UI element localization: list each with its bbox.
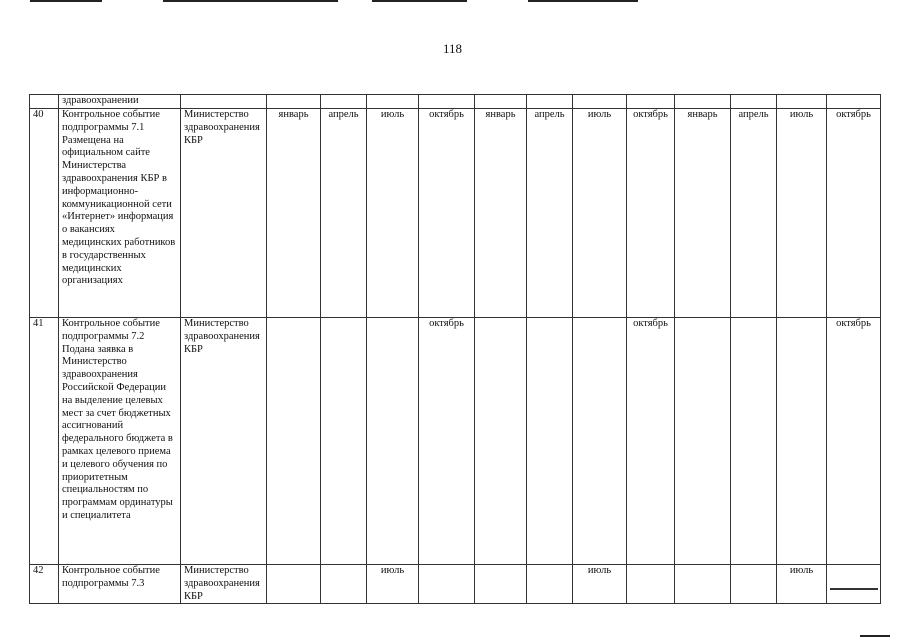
bottom-rule bbox=[860, 635, 890, 637]
month-cell bbox=[475, 318, 527, 565]
month-cell bbox=[527, 565, 573, 604]
executor-cell bbox=[181, 95, 267, 109]
month-cell: июль bbox=[777, 109, 827, 318]
table-row bbox=[30, 109, 881, 318]
month-cell bbox=[367, 95, 419, 109]
month-cell bbox=[267, 95, 321, 109]
executor-cell: Министерство здравоохранения КБР bbox=[181, 318, 267, 565]
executor-cell: Министерство здравоохранения КБР bbox=[181, 109, 267, 318]
month-cell bbox=[367, 318, 419, 565]
month-cell bbox=[675, 565, 731, 604]
event-cell: Контрольное событие подпрограммы 7.2 Подана заявка в Министерство здравоохранения Российской Федерации на выделение целевых мест за счет бюджетных ассигнований федерального бюджета в рамках целевого приема и целевого обучения по приоритетным специальностям по программам ординатуры и специалитета bbox=[59, 318, 181, 565]
schedule-table bbox=[29, 94, 881, 604]
month-cell: январь bbox=[267, 109, 321, 318]
month-cell bbox=[419, 95, 475, 109]
month-cell bbox=[475, 95, 527, 109]
month-cell bbox=[419, 565, 475, 604]
month-cell: апрель bbox=[731, 109, 777, 318]
month-cell bbox=[675, 95, 731, 109]
month-cell bbox=[321, 95, 367, 109]
event-cell: Контрольное событие подпрограммы 7.3 bbox=[59, 565, 181, 604]
row-number: 41 bbox=[30, 318, 59, 565]
month-cell: апрель bbox=[527, 109, 573, 318]
month-cell bbox=[827, 565, 881, 604]
executor-cell: Министерство здравоохранения КБР bbox=[181, 565, 267, 604]
table-row bbox=[30, 95, 881, 109]
month-cell bbox=[475, 565, 527, 604]
month-cell: октябрь bbox=[827, 318, 881, 565]
month-cell bbox=[573, 95, 627, 109]
month-cell: октябрь bbox=[419, 318, 475, 565]
month-cell: июль bbox=[367, 565, 419, 604]
top-rule-2 bbox=[163, 0, 338, 2]
month-cell bbox=[627, 565, 675, 604]
month-cell: октябрь bbox=[627, 318, 675, 565]
month-cell bbox=[321, 318, 367, 565]
corner-mark bbox=[830, 588, 878, 590]
top-rule-3 bbox=[372, 0, 467, 2]
month-cell: июль bbox=[367, 109, 419, 318]
month-cell: июль bbox=[573, 109, 627, 318]
row-number: 40 bbox=[30, 109, 59, 318]
month-cell bbox=[731, 95, 777, 109]
month-cell bbox=[777, 95, 827, 109]
month-cell bbox=[267, 565, 321, 604]
month-cell bbox=[527, 95, 573, 109]
event-cell: Контрольное событие подпрограммы 7.1 Размещена на официальном сайте Министерства здравоохранения КБР в информационно-коммуникационной сети «Интернет» информация о вакансиях медицинских работников в государственных медицинских организациях bbox=[59, 109, 181, 318]
month-cell: октябрь bbox=[827, 109, 881, 318]
month-cell bbox=[731, 318, 777, 565]
page-number: 118 bbox=[442, 41, 463, 56]
month-cell bbox=[527, 318, 573, 565]
event-cell: здравоохранении bbox=[59, 95, 181, 109]
row-number: 42 bbox=[30, 565, 59, 604]
table-row bbox=[30, 318, 881, 565]
row-number bbox=[30, 95, 59, 109]
month-cell: апрель bbox=[321, 109, 367, 318]
month-cell: октябрь bbox=[627, 109, 675, 318]
month-cell: июль bbox=[573, 565, 627, 604]
table-row bbox=[30, 565, 881, 604]
month-cell: октябрь bbox=[419, 109, 475, 318]
month-cell bbox=[827, 95, 881, 109]
month-cell bbox=[573, 318, 627, 565]
top-rule-4 bbox=[528, 0, 638, 2]
month-cell bbox=[675, 318, 731, 565]
top-rule-1 bbox=[30, 0, 102, 2]
month-cell bbox=[627, 95, 675, 109]
month-cell: январь bbox=[675, 109, 731, 318]
month-cell: июль bbox=[777, 565, 827, 604]
month-cell: январь bbox=[475, 109, 527, 318]
month-cell bbox=[777, 318, 827, 565]
month-cell bbox=[321, 565, 367, 604]
month-cell bbox=[267, 318, 321, 565]
month-cell bbox=[731, 565, 777, 604]
